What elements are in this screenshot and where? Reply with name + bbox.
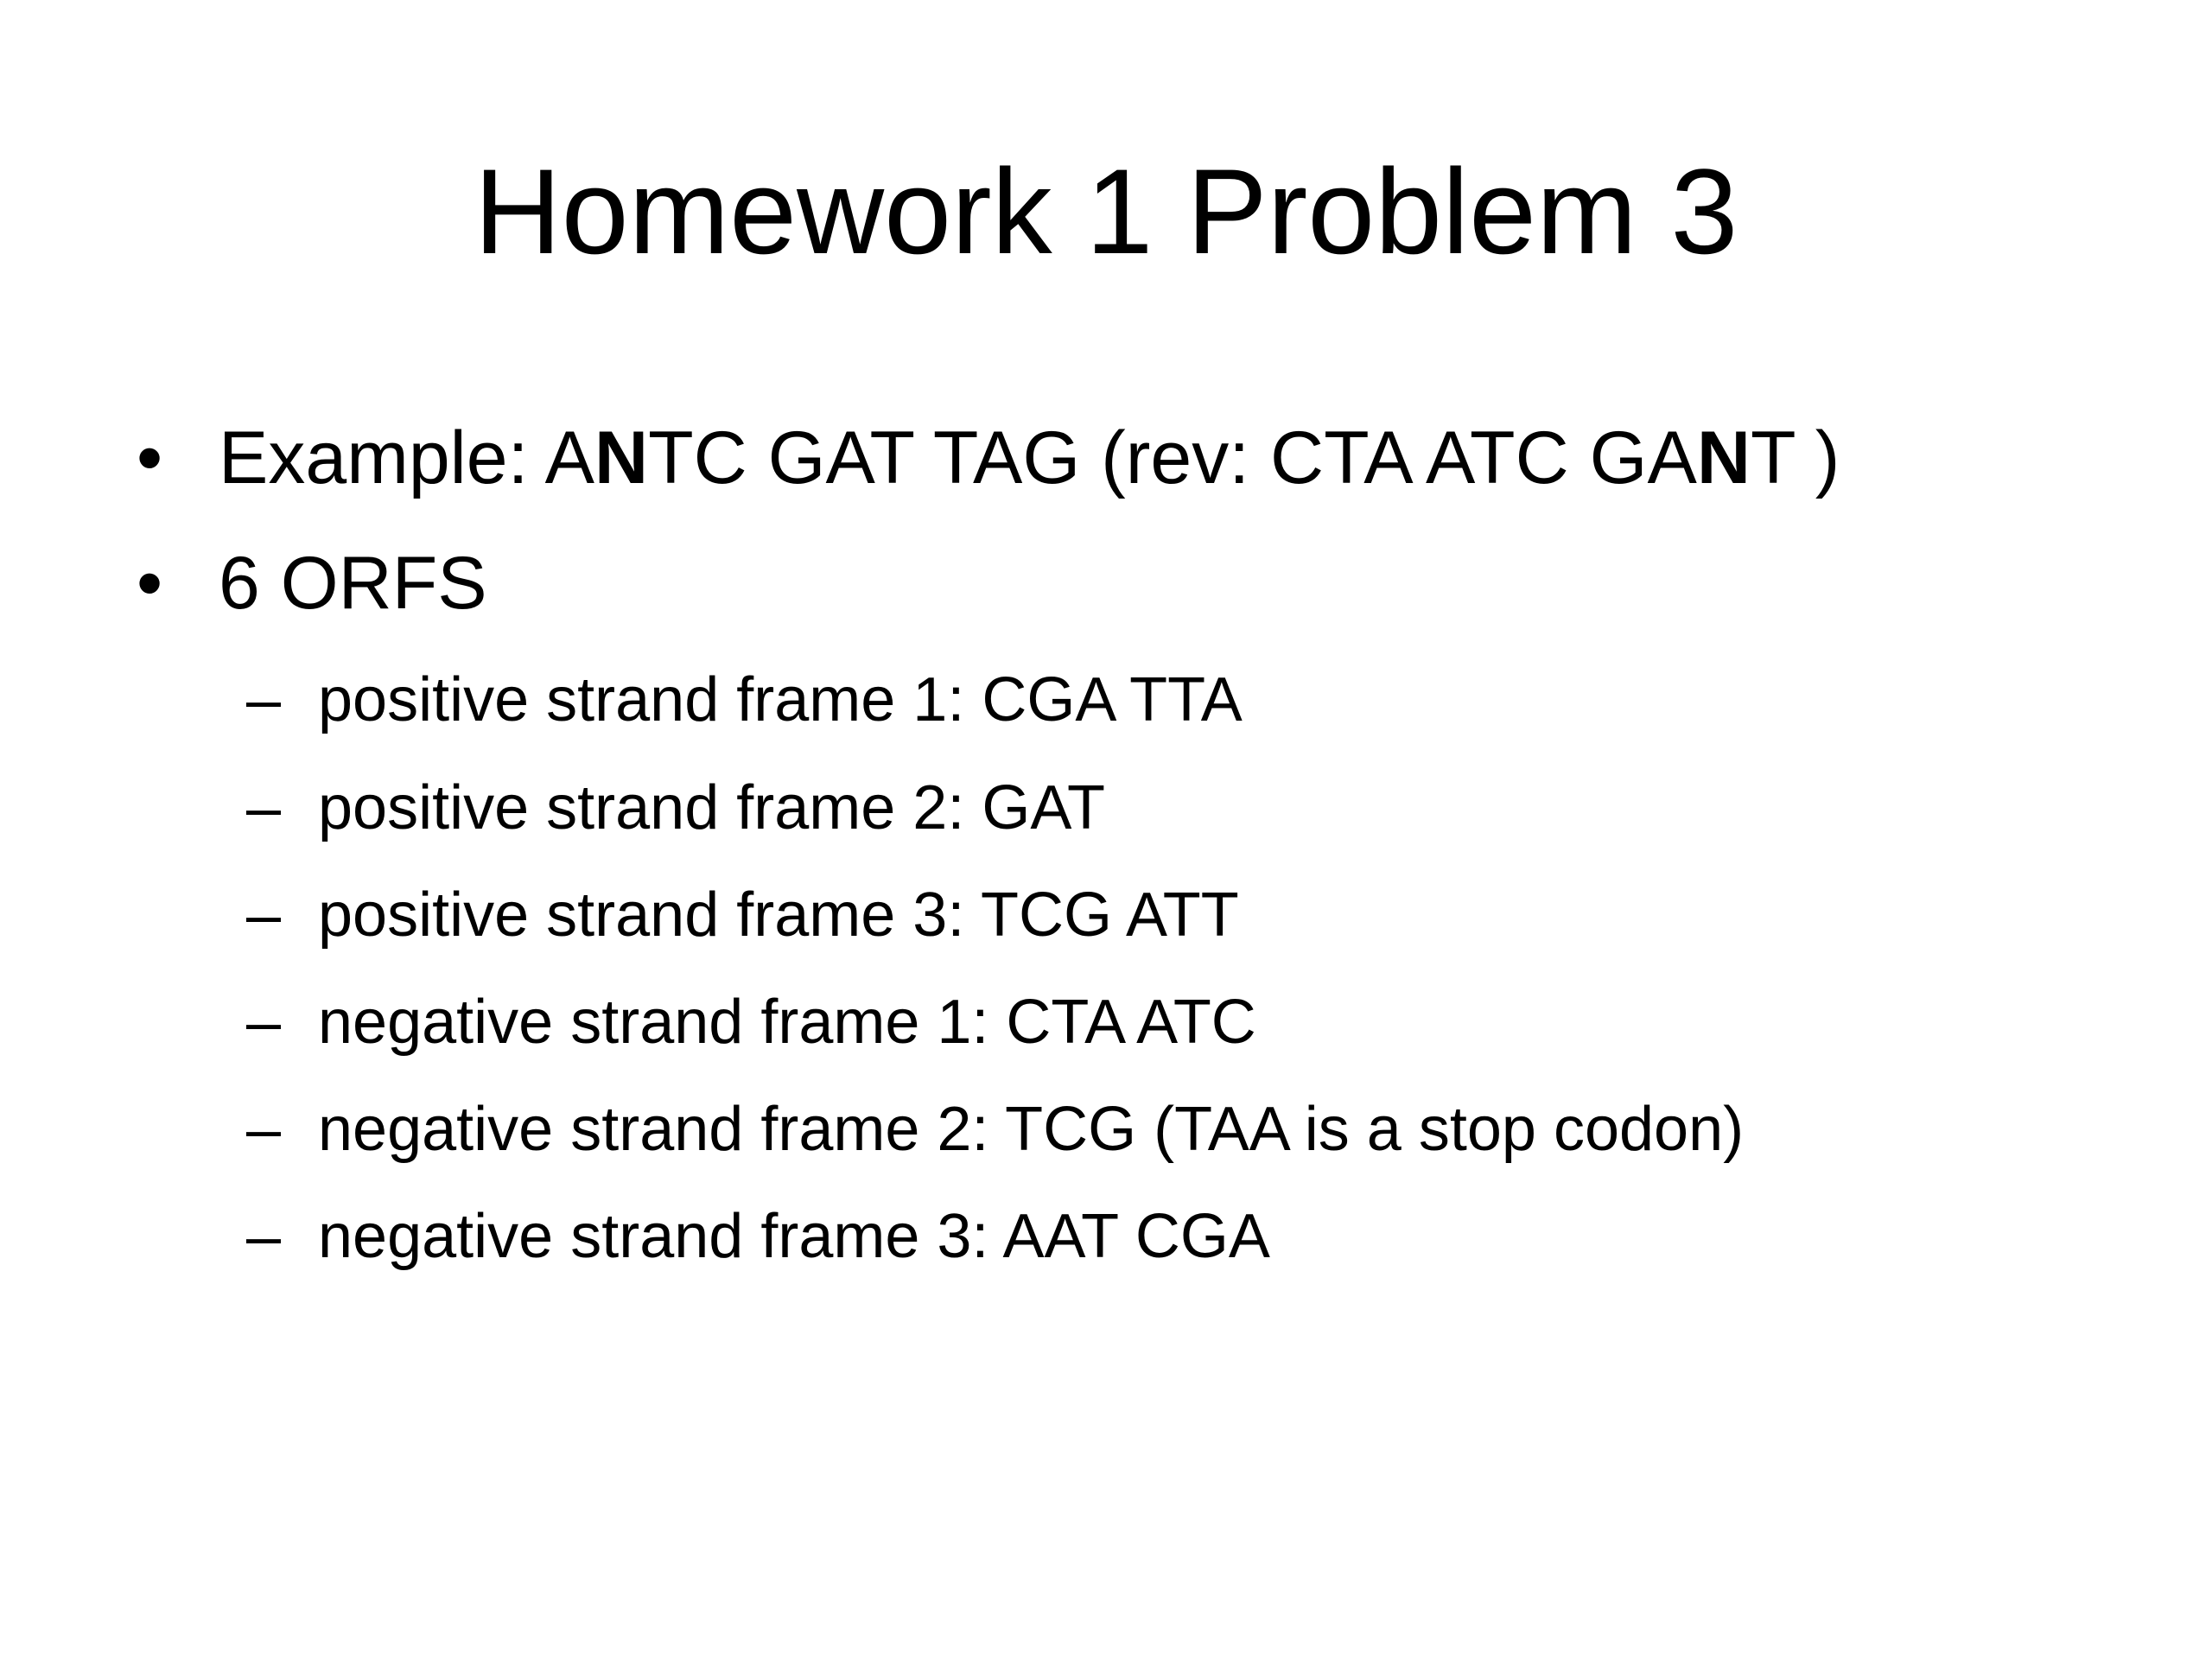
bullet-marker: • (137, 542, 163, 625)
sub-marker: – (246, 1202, 282, 1271)
bullet-marker: • (137, 416, 163, 499)
example-seq-b: TC GAT TAG (rev: CTA ATC GA (648, 416, 1697, 499)
example-label: Example: (219, 416, 545, 499)
sub-marker: – (246, 1095, 282, 1164)
orf-text: negative strand frame 3: AAT CGA (318, 1202, 1270, 1271)
example-text (219, 415, 1840, 501)
orf-text: negative strand frame 1: CTA ATC (318, 988, 1256, 1057)
slide-title: Homework 1 Problem 3 (474, 143, 1738, 279)
sub-marker: – (246, 665, 282, 734)
orfs-heading: 6 ORFS (219, 542, 487, 625)
orf-text: positive strand frame 3: TCG ATT (318, 880, 1239, 950)
sub-marker: – (246, 880, 282, 950)
orf-text: positive strand frame 2: GAT (318, 773, 1106, 842)
example-seq-n1: N (594, 416, 649, 499)
sub-marker: – (246, 988, 282, 1057)
example-seq-a: A (544, 416, 595, 499)
sub-marker: – (246, 773, 282, 842)
example-seq-n2: N (1696, 416, 1751, 499)
example-seq-c: T ) (1750, 416, 1840, 499)
orf-text: negative strand frame 2: TCG (TAA is a stop codon) (318, 1095, 1745, 1164)
orf-text: positive strand frame 1: CGA TTA (318, 665, 1243, 734)
